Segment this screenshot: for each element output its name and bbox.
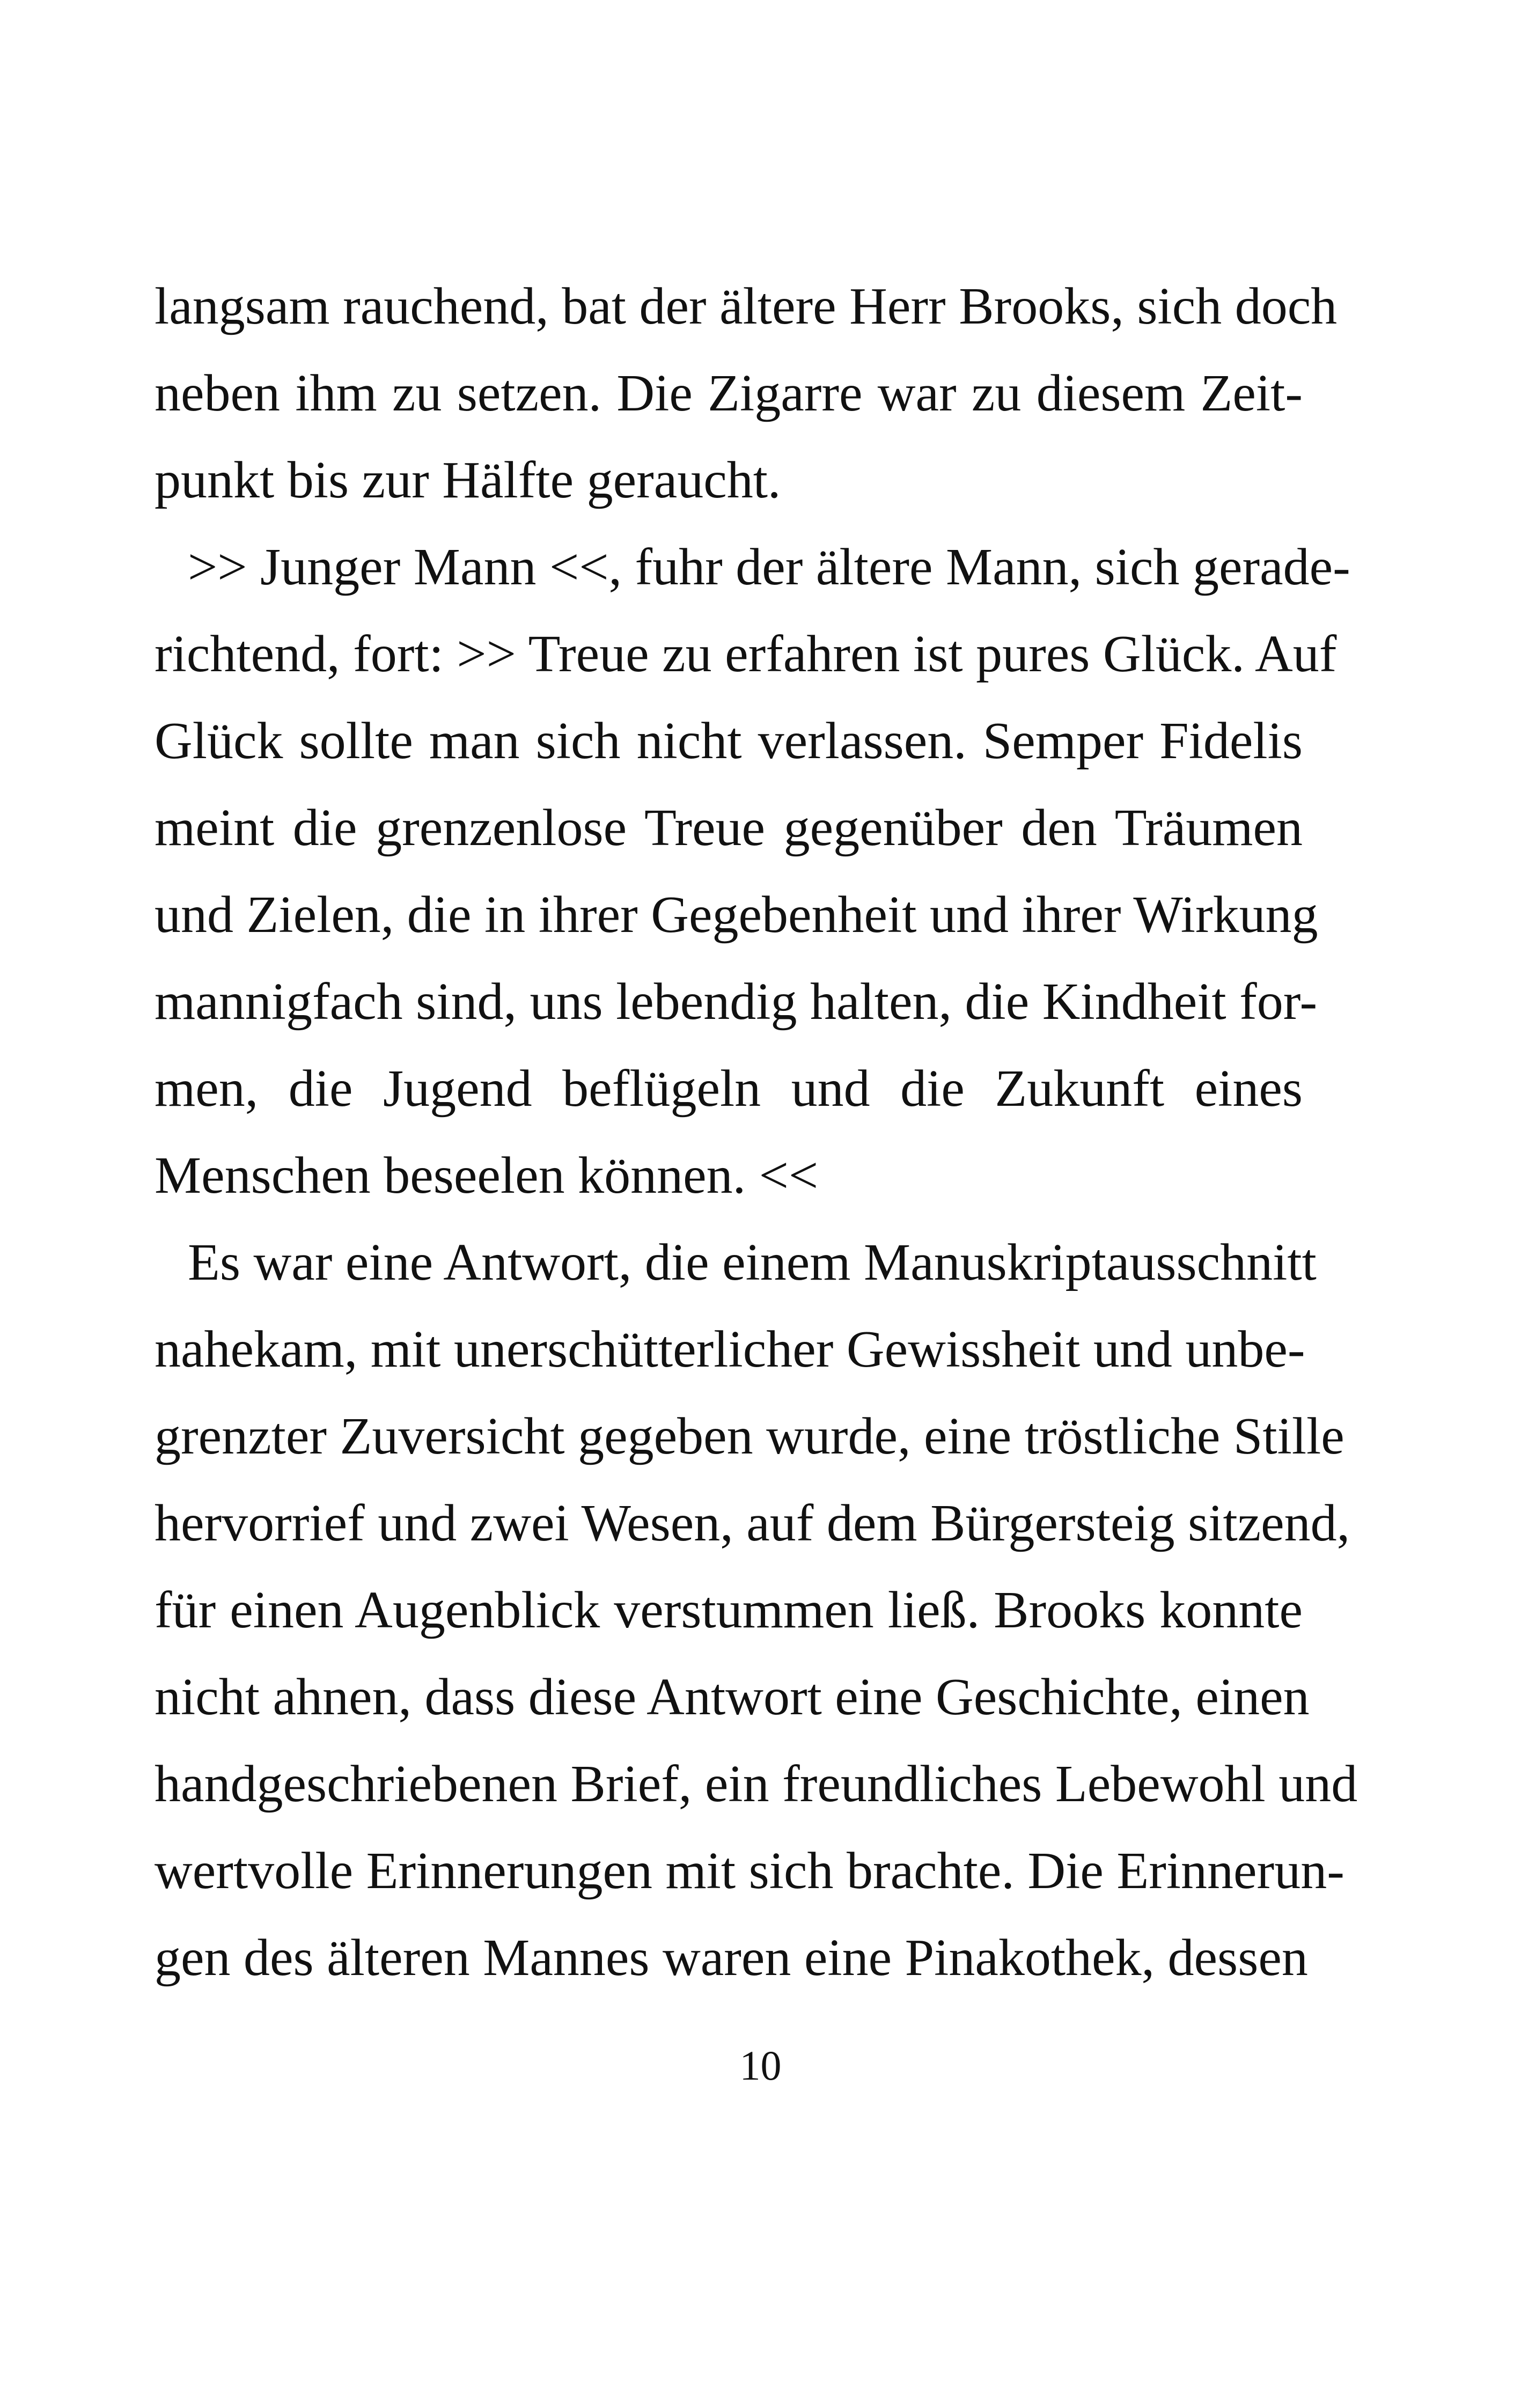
- text-line: für einen Augenblick verstummen ließ. Brooks konnte: [155, 1581, 1303, 1639]
- text-line: hervorrief und zwei Wesen, auf dem Bürgersteig sitzend,: [155, 1494, 1350, 1552]
- text-line: richtend, fort: >> Treue zu erfahren ist pures Glück. Auf: [155, 625, 1337, 683]
- text-line: men, die Jugend beflügeln und die Zukunft eines: [155, 1060, 1303, 1118]
- text-line: nahekam, mit unerschütterlicher Gewissheit und unbe-: [155, 1320, 1305, 1378]
- text-line: langsam rauchend, bat der ältere Herr Brooks, sich doch: [155, 277, 1338, 335]
- text-line: Menschen beseelen können. <<: [155, 1147, 819, 1205]
- page-number: 10: [739, 2042, 782, 2089]
- text-line: mannigfach sind, uns lebendig halten, die Kindheit for-: [155, 973, 1318, 1031]
- text-line: grenzter Zuversicht gegeben wurde, eine tröstliche Stille: [155, 1407, 1344, 1465]
- text-line: handgeschriebenen Brief, ein freundliches Lebewohl und: [155, 1755, 1358, 1813]
- text-line: >> Junger Mann <<, fuhr der ältere Mann, sich gerade-: [188, 538, 1350, 596]
- text-line: gen des älteren Mannes waren eine Pinakothek, dessen: [155, 1929, 1308, 1987]
- text-line: wertvolle Erinnerungen mit sich brachte. Die Erinnerun-: [155, 1842, 1344, 1900]
- text-line: nicht ahnen, dass diese Antwort eine Geschichte, einen: [155, 1668, 1310, 1726]
- text-line: Es war eine Antwort, die einem Manuskriptausschnitt: [188, 1234, 1317, 1291]
- text-line: Glück sollte man sich nicht verlassen. Semper Fidelis: [155, 712, 1303, 770]
- text-line: neben ihm zu setzen. Die Zigarre war zu diesem Zeit-: [155, 364, 1303, 422]
- text-line: und Zielen, die in ihrer Gegebenheit und ihrer Wirkung: [155, 886, 1318, 944]
- body-text: [155, 263, 1358, 2001]
- text-line: meint die grenzenlose Treue gegenüber den Träumen: [155, 799, 1303, 857]
- text-line: punkt bis zur Hälfte geraucht.: [155, 451, 781, 509]
